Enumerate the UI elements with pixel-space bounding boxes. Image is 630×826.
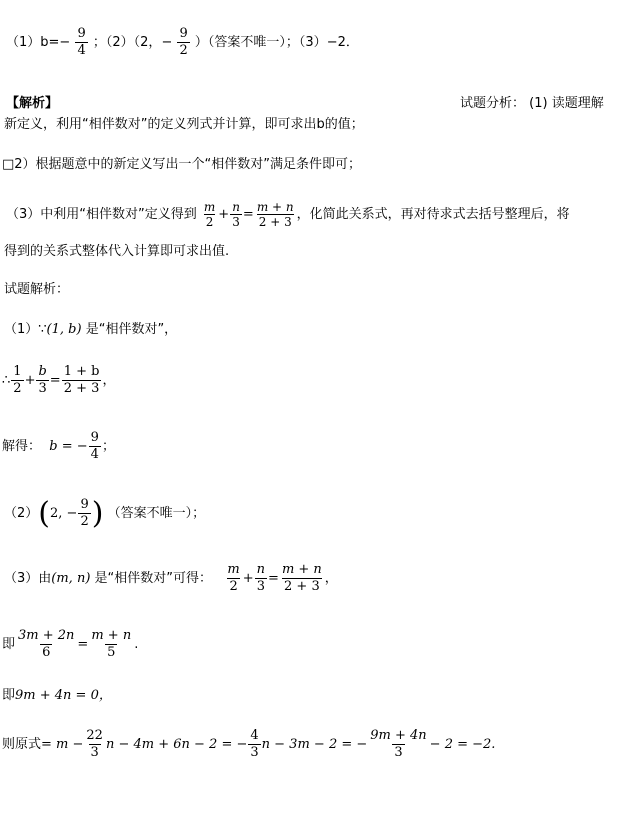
analysis-line3: （3）中利用“相伴数对”定义得到 $\frac{m}{2}$ + $\frac{n}{3}$ = $\frac{m + n}{2 + 3}$ ，化简此关系式，再对待求式去括号整理后，将 <box>6 200 570 229</box>
solution-label: 试题解析： <box>4 282 70 297</box>
solution-step1: （1）∵(1, b) 是“相伴数对”， <box>4 322 178 337</box>
answer-p3-value: −2． <box>326 35 359 50</box>
frac-22-3: $\frac{22}{3}$ <box>86 728 103 760</box>
frac-mn-5b: $\frac{m + n}{2 + 3}$ <box>281 562 322 594</box>
solution-step5: 即9m + 4n = 0， <box>2 688 112 703</box>
frac-mn-5c: $\frac{m + n}{5}$ <box>91 628 132 660</box>
frac-9m4n-3: $\frac{9m + 4n}{3}$ <box>370 728 427 760</box>
frac-1b-5: $\frac{1 + b}{2 + 3}$ <box>63 364 100 396</box>
analysis-header: 【解析】 <box>6 96 59 111</box>
solution-step3: （3）由(m, n) 是“相伴数对”可得： $\frac{m}{2}$ + $\frac{n}{3}$ = $\frac{m + n}{2 + 3}$ ， <box>4 562 338 594</box>
frac-b-3: $\frac{b}{3}$ <box>38 364 47 396</box>
frac-4-3: $\frac{4}{3}$ <box>250 728 259 760</box>
frac-m-2: $\frac{m}{2}$ <box>203 200 216 229</box>
answer-y-sign: − <box>161 35 173 50</box>
answer-b-fraction: $\frac{9}{4}$ <box>77 26 86 58</box>
frac-mn-5: $\frac{m + n}{2 + 3}$ <box>256 200 294 229</box>
answer-sep1: ；（2）（2， <box>92 35 162 50</box>
frac-n-3b: $\frac{n}{3}$ <box>256 562 266 594</box>
solution-step2: （2）(2, − $\frac{9}{2}$ ) （答案不唯一）； <box>4 496 206 531</box>
analysis-summary: 试题分析： (1) 读题理解 <box>460 96 604 111</box>
answer-line <box>6 26 630 59</box>
solution-step4: 即 $\frac{3m + 2n}{6}$ = $\frac{m + n}{5}$ . <box>2 628 139 660</box>
solution-solve: 解得： b = − $\frac{9}{4}$ ； <box>2 430 115 462</box>
frac-3m2n-6: $\frac{3m + 2n}{6}$ <box>18 628 75 660</box>
solution-eq1: ∴ $\frac{1}{2}$ + $\frac{b}{3}$ = $\frac{1 + b}{2 + 3}$ ， <box>2 364 116 396</box>
answer-b-sign: − <box>59 35 71 50</box>
frac-m-2b: $\frac{m}{2}$ <box>227 562 240 594</box>
answer-p1-prefix: （1）b= <box>6 35 60 50</box>
frac-n-3: $\frac{n}{3}$ <box>232 200 240 229</box>
analysis-line2: □2）根据题意中的新定义写出一个“相伴数对”满足条件即可； <box>2 157 362 172</box>
frac-neg-9-2: $\frac{9}{2}$ <box>80 497 89 529</box>
answer-y-fraction: $\frac{9}{2}$ <box>179 26 188 58</box>
frac-1-2: $\frac{1}{2}$ <box>13 364 22 396</box>
analysis-line1: 新定义，利用“相伴数对”的定义列式并计算，即可求出b的值； <box>4 117 364 132</box>
frac-neg-9-4: $\frac{9}{4}$ <box>90 430 99 462</box>
solution-step6: 则原式= m − $\frac{22}{3}$ n − 4m + 6n − 2 = − $\frac{4}{3}$ n − 3m − 2 = − $\frac{9m + 4n}{3}$ − 2 = −2. <box>2 728 496 760</box>
answer-p2-suffix: ）（答案不唯一）；（3） <box>194 35 327 50</box>
analysis-line4: 得到的关系式整体代入计算即可求出值. <box>4 244 230 259</box>
